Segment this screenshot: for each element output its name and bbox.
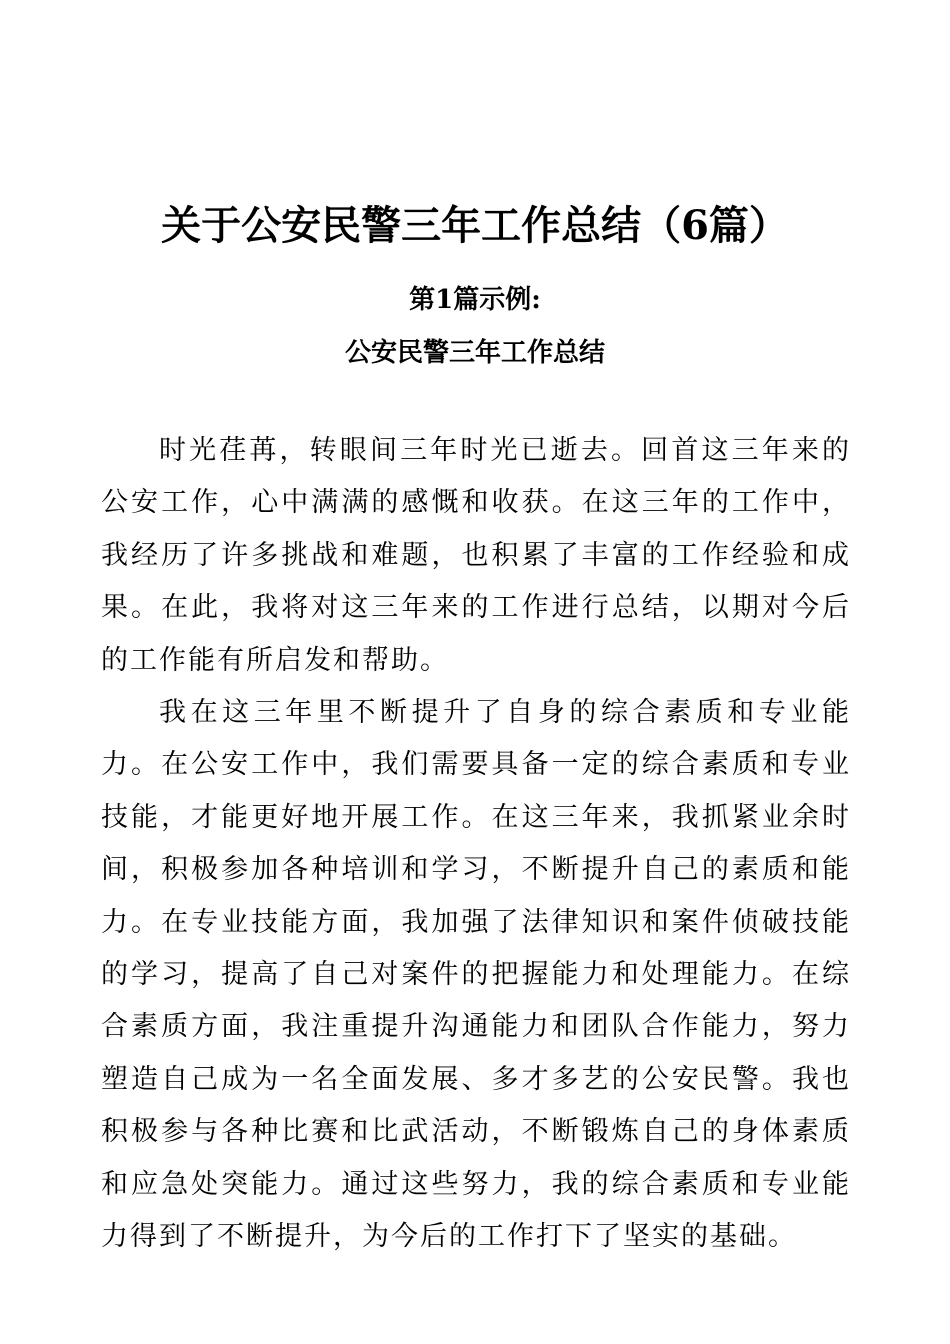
section-label: 第1篇示例:	[409, 285, 541, 315]
body-paragraph: 我在这三年里不断提升了自身的综合素质和专业能力。在公安工作中，我们需要具备一定的综合素质和专业技能，才能更好地开展工作。在这三年来，我抓紧业余时间，积极参加各种培训和学习，不断提升自己的素质和能力。在专业技能方面，我加强了法律知识和案件侦破技能的学习，提高了自己对案件的把握能力和处理能力。在综合素质方面，我注重提升沟通能力和团队合作能力，努力塑造自己成为一名全面发展、多才多艺的公安民警。我也积极参与各种比赛和比武活动，不断锻炼自己的身体素质和应急处突能力。通过这些努力，我的综合素质和专业能力得到了不断提升，为今后的工作打下了坚实的基础。	[101, 697, 851, 1253]
body-paragraph: 时光荏苒，转眼间三年时光已逝去。回首这三年来的公安工作，心中满满的感慨和收获。在这三年的工作中，我经历了许多挑战和难题，也积累了丰富的工作经验和成果。在此，我将对这三年来的工作进行总结，以期对今后的工作能有所启发和帮助。	[101, 435, 851, 676]
document-body	[101, 425, 851, 1264]
document-title: 关于公安民警三年工作总结（6篇）	[161, 201, 789, 249]
section-title: 公安民警三年工作总结	[344, 338, 605, 368]
